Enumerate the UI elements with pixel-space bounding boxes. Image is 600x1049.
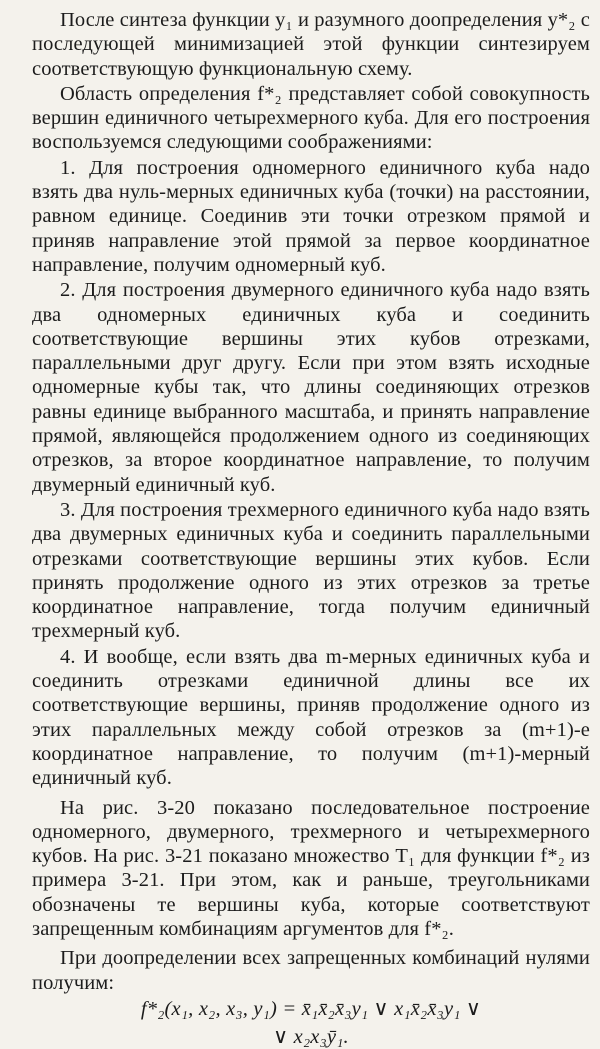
paragraph: 3. Для построения трехмерного единичного куба надо взять два двумерных единичных куба и соединить параллельными отрезками соответствующие вершины этих кубов. Если принять продолжение одного из этих отрезков за третье координатное направление, тогда получим единичный трехмерный куб. (32, 498, 590, 643)
paragraph: На рис. 3-20 показано последовательное построение одномерного, двумерного, трехмерного и четырехмерного кубов. На рис. 3-21 показано множество T₁ для функции f*₂ из примера 3-21. При этом, как и раньше, треугольниками обозначены те вершины куба, которые соответствуют запрещенным комбинациям аргументов для f*₂. (32, 796, 590, 940)
paragraph: 1. Для построения одномерного единичного куба надо взять два нуль-мерных единичных куба (точки) на расстоянии, равном единице. Соединив эти точки отрезком прямой и приняв направление этой прямой за первое координатное направление, получим одномерный куб. (32, 156, 590, 276)
formula-line: ∨ x₂x₃ȳ₁. (273, 1026, 349, 1049)
paragraph: При доопределении всех запрещенных комбинаций нулями получим: (32, 947, 590, 994)
paragraph: 2. Для построения двумерного единичного куба надо взять два одномерных единичных куба и соединить соответствующие вершины этих кубов отрезками, параллельными друг другу. Если при этом взять исходные одномерные кубы так, что длины соединяющих отрезков равны единице выбранного масштаба, и принять направление прямой, являющейся продолжением одного из соединяющих отрезков, за второе координатное направление, то получим двумерный единичный куб. (32, 279, 590, 496)
formula-line: f*₂(x₁, x₂, x₃, y₁) = x̄₁x̄₂x̄₃y₁ ∨ x₁x̄₂x̄₃y₁ ∨ (140, 997, 482, 1020)
paragraph: После синтеза функции y₁ и разумного доопределения y*₂ с последующей минимизацией этой функции синтезируем соответствующую функциональную схему. (32, 9, 590, 80)
paragraph: Область определения f*₂ представляет собой совокупность вершин единичного четырехмерного куба. Для его построения воспользуемся следующими соображениями: (32, 82, 590, 154)
paragraph: 4. И вообще, если взять два m-мерных единичных куба и соединить отрезками единичной длины все их соответствующие вершины, приняв продолжение одного из этих параллельных между собой отрезков за (m+1)-е координатное направление, то получим (m+1)-мерный единичный куб. (32, 645, 590, 790)
